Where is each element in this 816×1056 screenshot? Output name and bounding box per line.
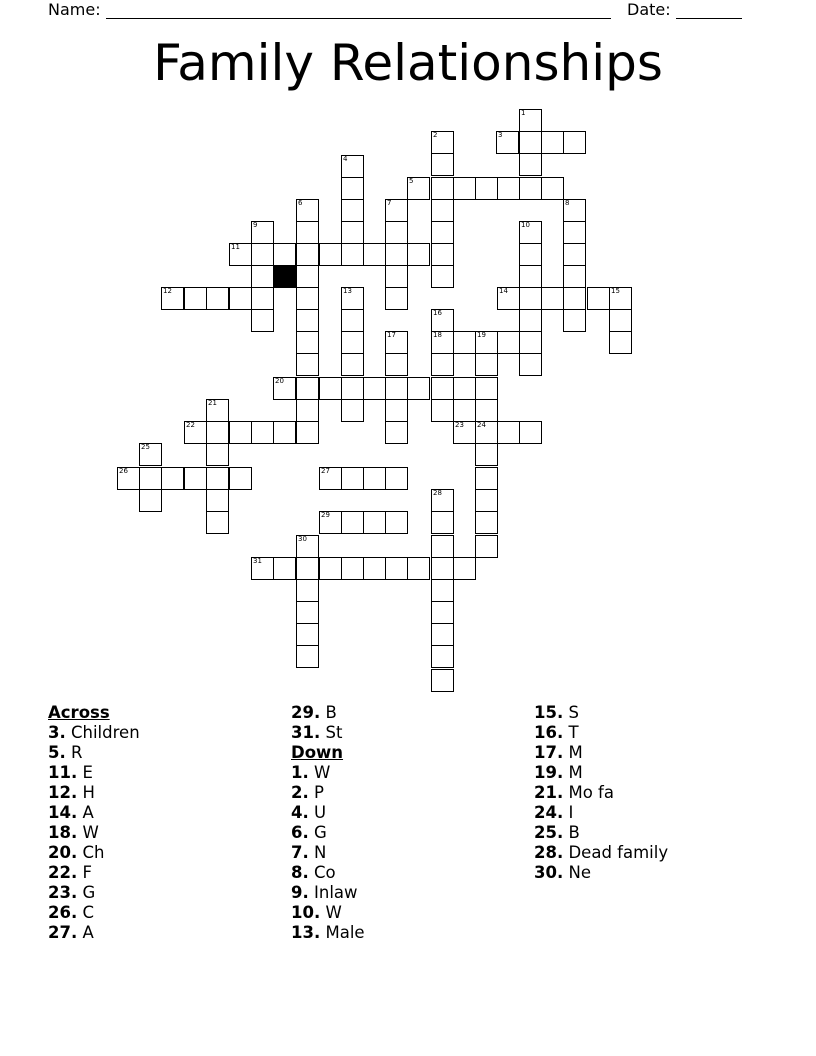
down-clue xyxy=(291,843,365,863)
grid-cell[interactable] xyxy=(251,265,274,288)
down-clue xyxy=(291,823,365,843)
down-clue xyxy=(534,763,668,783)
down-clue xyxy=(291,923,365,943)
grid-cell[interactable] xyxy=(519,177,542,200)
grid-cell[interactable] xyxy=(475,511,498,534)
down-clue xyxy=(291,763,365,783)
down-clue xyxy=(291,883,365,903)
grid-cell[interactable] xyxy=(273,557,296,580)
across-clue xyxy=(291,703,365,723)
grid-cell[interactable] xyxy=(296,645,319,668)
down-heading: Down xyxy=(291,743,344,762)
clue-text: N xyxy=(308,843,327,862)
grid-cell[interactable] xyxy=(139,467,162,490)
clue-number: 16 xyxy=(433,309,442,317)
clue-num: 11. xyxy=(48,763,78,782)
grid-cell[interactable] xyxy=(296,287,319,310)
grid-cell[interactable] xyxy=(541,131,564,154)
down-clue xyxy=(534,783,668,803)
date-label: Date: xyxy=(627,0,671,19)
grid-cell[interactable] xyxy=(431,623,454,646)
grid-cell[interactable] xyxy=(206,489,229,512)
clue-number: 9 xyxy=(253,221,258,229)
grid-cell[interactable] xyxy=(229,467,252,490)
across-clue xyxy=(48,903,140,923)
clue-num: 7. xyxy=(291,843,309,862)
grid-cell[interactable] xyxy=(475,535,498,558)
grid-cell[interactable] xyxy=(385,287,408,310)
grid-cell[interactable] xyxy=(184,287,207,310)
clue-text: M xyxy=(563,763,583,782)
grid-cell[interactable] xyxy=(319,557,342,580)
clue-num: 28. xyxy=(534,843,564,862)
clue-text: I xyxy=(563,803,574,822)
grid-cell[interactable] xyxy=(453,331,476,354)
down-clue xyxy=(534,723,668,743)
clue-number: 1 xyxy=(521,109,526,117)
clue-text: W xyxy=(320,903,342,922)
across-clue xyxy=(48,823,140,843)
across-clue xyxy=(48,863,140,883)
grid-cell[interactable] xyxy=(519,331,542,354)
grid-cell[interactable] xyxy=(431,601,454,624)
grid-cell[interactable] xyxy=(363,377,386,400)
clue-number: 25 xyxy=(141,443,150,451)
across-clue xyxy=(48,723,140,743)
grid-cell[interactable] xyxy=(296,221,319,244)
clue-number: 28 xyxy=(433,489,442,497)
clue-number: 10 xyxy=(521,221,530,229)
grid-cell[interactable] xyxy=(407,243,430,266)
clue-number: 19 xyxy=(477,331,486,339)
grid-cell[interactable] xyxy=(251,421,274,444)
grid-cell[interactable] xyxy=(431,221,454,244)
name-label: Name: xyxy=(48,0,101,19)
down-clue xyxy=(534,803,668,823)
grid-cell[interactable] xyxy=(385,353,408,376)
clue-num: 15. xyxy=(534,703,564,722)
clue-num: 12. xyxy=(48,783,78,802)
grid-cell[interactable] xyxy=(453,377,476,400)
clue-number: 11 xyxy=(231,243,240,251)
clue-text: C xyxy=(77,903,95,922)
clue-number: 2 xyxy=(433,131,438,139)
down-clue xyxy=(291,863,365,883)
grid-cell[interactable] xyxy=(341,511,364,534)
grid-cell[interactable] xyxy=(519,309,542,332)
down-clue xyxy=(291,783,365,803)
clue-text: Children xyxy=(65,723,140,742)
clue-num: 13. xyxy=(291,923,321,942)
clue-text: B xyxy=(563,823,580,842)
grid-cell[interactable] xyxy=(139,489,162,512)
grid-cell[interactable] xyxy=(341,353,364,376)
down-clue xyxy=(534,823,668,843)
clue-text: S xyxy=(563,703,579,722)
grid-cell[interactable] xyxy=(229,287,252,310)
page-title: Family Relationships xyxy=(153,34,663,92)
grid-cell[interactable] xyxy=(497,421,520,444)
clue-num: 17. xyxy=(534,743,564,762)
grid-cell[interactable] xyxy=(363,243,386,266)
grid-cell[interactable] xyxy=(385,221,408,244)
grid-cell[interactable] xyxy=(541,177,564,200)
grid-cell[interactable] xyxy=(475,489,498,512)
grid-cell[interactable] xyxy=(341,177,364,200)
grid-cell[interactable] xyxy=(341,309,364,332)
clue-number: 14 xyxy=(499,287,508,295)
clue-num: 6. xyxy=(291,823,309,842)
clue-num: 29. xyxy=(291,703,321,722)
grid-cell[interactable] xyxy=(341,377,364,400)
grid-cell[interactable] xyxy=(431,353,454,376)
black-cell xyxy=(273,265,296,288)
clue-text: Male xyxy=(320,923,365,942)
clue-num: 1. xyxy=(291,763,309,782)
grid-cell[interactable] xyxy=(431,199,454,222)
grid-cell[interactable] xyxy=(319,377,342,400)
grid-cell[interactable] xyxy=(251,309,274,332)
clue-num: 3. xyxy=(48,723,66,742)
grid-cell[interactable] xyxy=(475,443,498,466)
grid-cell[interactable] xyxy=(341,399,364,422)
grid-cell[interactable] xyxy=(475,353,498,376)
grid-cell[interactable] xyxy=(431,177,454,200)
clue-num: 9. xyxy=(291,883,309,902)
down-clue xyxy=(291,903,365,923)
grid-cell[interactable] xyxy=(431,535,454,558)
clue-num: 26. xyxy=(48,903,78,922)
grid-cell[interactable] xyxy=(563,265,586,288)
grid-cell[interactable] xyxy=(519,265,542,288)
down-clue xyxy=(291,803,365,823)
grid-cell[interactable] xyxy=(563,221,586,244)
across-clue xyxy=(48,763,140,783)
clue-number: 17 xyxy=(387,331,396,339)
grid-cell[interactable] xyxy=(341,331,364,354)
grid-cell[interactable] xyxy=(341,199,364,222)
clue-num: 5. xyxy=(48,743,66,762)
grid-cell[interactable] xyxy=(296,623,319,646)
grid-cell[interactable] xyxy=(407,557,430,580)
grid-cell[interactable] xyxy=(431,377,454,400)
grid-cell[interactable] xyxy=(296,309,319,332)
grid-cell[interactable] xyxy=(431,557,454,580)
grid-cell[interactable] xyxy=(475,467,498,490)
clue-text: F xyxy=(77,863,92,882)
grid-cell[interactable] xyxy=(519,243,542,266)
clue-number: 21 xyxy=(208,399,217,407)
grid-cell[interactable] xyxy=(431,153,454,176)
clue-number: 24 xyxy=(477,421,486,429)
clue-text: E xyxy=(77,763,93,782)
clue-number: 31 xyxy=(253,557,262,565)
grid-cell[interactable] xyxy=(206,287,229,310)
grid-cell[interactable] xyxy=(296,601,319,624)
across-heading: Across xyxy=(48,703,110,722)
grid-cell[interactable] xyxy=(296,377,319,400)
across-clue xyxy=(48,923,140,943)
clue-num: 20. xyxy=(48,843,78,862)
grid-cell[interactable] xyxy=(341,557,364,580)
clue-text: Ne xyxy=(563,863,591,882)
grid-cell[interactable] xyxy=(519,421,542,444)
clue-text: B xyxy=(320,703,337,722)
grid-cell[interactable] xyxy=(184,467,207,490)
grid-cell[interactable] xyxy=(341,243,364,266)
grid-cell[interactable] xyxy=(563,243,586,266)
grid-cell[interactable] xyxy=(431,243,454,266)
clue-text: G xyxy=(308,823,327,842)
clue-num: 21. xyxy=(534,783,564,802)
grid-cell[interactable] xyxy=(497,177,520,200)
grid-cell[interactable] xyxy=(296,421,319,444)
grid-cell[interactable] xyxy=(431,399,454,422)
grid-cell[interactable] xyxy=(431,669,454,692)
clue-text: Inlaw xyxy=(308,883,358,902)
grid-cell[interactable] xyxy=(519,353,542,376)
grid-cell[interactable] xyxy=(296,243,319,266)
across-clue xyxy=(48,843,140,863)
clue-number: 27 xyxy=(321,467,330,475)
clue-number: 26 xyxy=(119,467,128,475)
clue-text: Dead family xyxy=(563,843,669,862)
grid-cell[interactable] xyxy=(407,377,430,400)
clue-text: Co xyxy=(308,863,336,882)
grid-cell[interactable] xyxy=(363,467,386,490)
grid-cell[interactable] xyxy=(475,377,498,400)
clue-number: 4 xyxy=(343,155,348,163)
clue-num: 18. xyxy=(48,823,78,842)
clue-column-2 xyxy=(291,703,365,943)
grid-cell[interactable] xyxy=(475,177,498,200)
clue-column-3 xyxy=(534,703,668,883)
clue-num: 31. xyxy=(291,723,321,742)
clue-number: 23 xyxy=(455,421,464,429)
grid-cell[interactable] xyxy=(519,153,542,176)
clue-number: 30 xyxy=(298,535,307,543)
clue-num: 4. xyxy=(291,803,309,822)
clue-number: 22 xyxy=(186,421,195,429)
clue-number: 8 xyxy=(565,199,570,207)
clue-text: W xyxy=(308,763,331,782)
clue-text: W xyxy=(77,823,99,842)
clue-text: A xyxy=(77,803,94,822)
grid-cell[interactable] xyxy=(251,287,274,310)
grid-cell[interactable] xyxy=(519,287,542,310)
grid-cell[interactable] xyxy=(475,399,498,422)
grid-cell[interactable] xyxy=(296,331,319,354)
grid-cell[interactable] xyxy=(385,265,408,288)
clue-num: 24. xyxy=(534,803,564,822)
grid-cell[interactable] xyxy=(161,467,184,490)
clue-number: 7 xyxy=(387,199,392,207)
grid-cell[interactable] xyxy=(363,511,386,534)
clue-text: T xyxy=(563,723,579,742)
grid-cell[interactable] xyxy=(251,243,274,266)
clue-num: 8. xyxy=(291,863,309,882)
clue-number: 5 xyxy=(409,177,414,185)
grid-cell[interactable] xyxy=(431,645,454,668)
grid-cell[interactable] xyxy=(497,331,520,354)
grid-cell[interactable] xyxy=(363,557,386,580)
clue-text: U xyxy=(308,803,327,822)
down-clue xyxy=(534,863,668,883)
down-clue xyxy=(534,743,668,763)
grid-cell[interactable] xyxy=(206,467,229,490)
grid-cell[interactable] xyxy=(431,579,454,602)
grid-cell[interactable] xyxy=(385,377,408,400)
clue-column-1 xyxy=(48,703,140,943)
grid-cell[interactable] xyxy=(296,265,319,288)
clue-text: R xyxy=(65,743,83,762)
grid-cell[interactable] xyxy=(609,331,632,354)
down-clue xyxy=(534,703,668,723)
clue-number: 6 xyxy=(298,199,303,207)
grid-cell[interactable] xyxy=(206,421,229,444)
clue-num: 23. xyxy=(48,883,78,902)
grid-cell[interactable] xyxy=(385,399,408,422)
grid-cell[interactable] xyxy=(273,243,296,266)
grid-cell[interactable] xyxy=(296,579,319,602)
grid-cell[interactable] xyxy=(519,131,542,154)
clue-num: 22. xyxy=(48,863,78,882)
clue-number: 20 xyxy=(275,377,284,385)
clue-num: 19. xyxy=(534,763,564,782)
clue-text: G xyxy=(77,883,96,902)
grid-cell[interactable] xyxy=(431,265,454,288)
across-clue xyxy=(291,723,365,743)
grid-cell[interactable] xyxy=(206,443,229,466)
clue-num: 25. xyxy=(534,823,564,842)
grid-cell[interactable] xyxy=(341,221,364,244)
clue-text: M xyxy=(563,743,583,762)
grid-cell[interactable] xyxy=(385,557,408,580)
clue-num: 10. xyxy=(291,903,321,922)
down-clue xyxy=(534,843,668,863)
grid-cell[interactable] xyxy=(319,243,342,266)
grid-cell[interactable] xyxy=(563,309,586,332)
across-clue xyxy=(48,883,140,903)
clue-number: 18 xyxy=(433,331,442,339)
across-clue xyxy=(48,803,140,823)
grid-cell[interactable] xyxy=(563,287,586,310)
grid-cell[interactable] xyxy=(273,421,296,444)
clue-number: 12 xyxy=(163,287,172,295)
grid-cell[interactable] xyxy=(563,131,586,154)
clue-number: 3 xyxy=(498,131,503,139)
grid-cell[interactable] xyxy=(341,467,364,490)
grid-cell[interactable] xyxy=(296,557,319,580)
clue-number: 29 xyxy=(321,511,330,519)
clue-text: H xyxy=(77,783,95,802)
grid-cell[interactable] xyxy=(385,243,408,266)
clue-num: 16. xyxy=(534,723,564,742)
grid-cell[interactable] xyxy=(206,511,229,534)
grid-cell[interactable] xyxy=(296,399,319,422)
clue-number: 15 xyxy=(611,287,620,295)
across-clue xyxy=(48,783,140,803)
grid-cell[interactable] xyxy=(296,353,319,376)
grid-cell[interactable] xyxy=(453,557,476,580)
clue-num: 14. xyxy=(48,803,78,822)
grid-cell[interactable] xyxy=(385,421,408,444)
clue-num: 27. xyxy=(48,923,78,942)
clue-num: 2. xyxy=(291,783,309,802)
clue-text: Mo fa xyxy=(563,783,614,802)
clue-text: St xyxy=(320,723,343,742)
clue-text: P xyxy=(308,783,324,802)
grid-cell[interactable] xyxy=(541,287,564,310)
clue-text: Ch xyxy=(77,843,105,862)
grid-cell[interactable] xyxy=(453,177,476,200)
grid-cell[interactable] xyxy=(229,421,252,444)
grid-cell[interactable] xyxy=(609,309,632,332)
clue-num: 30. xyxy=(534,863,564,882)
clue-text: A xyxy=(77,923,94,942)
grid-cell[interactable] xyxy=(385,511,408,534)
grid-cell[interactable] xyxy=(431,511,454,534)
clue-number: 13 xyxy=(343,287,352,295)
across-clue xyxy=(48,743,140,763)
grid-cell[interactable] xyxy=(385,467,408,490)
grid-cell[interactable] xyxy=(587,287,610,310)
